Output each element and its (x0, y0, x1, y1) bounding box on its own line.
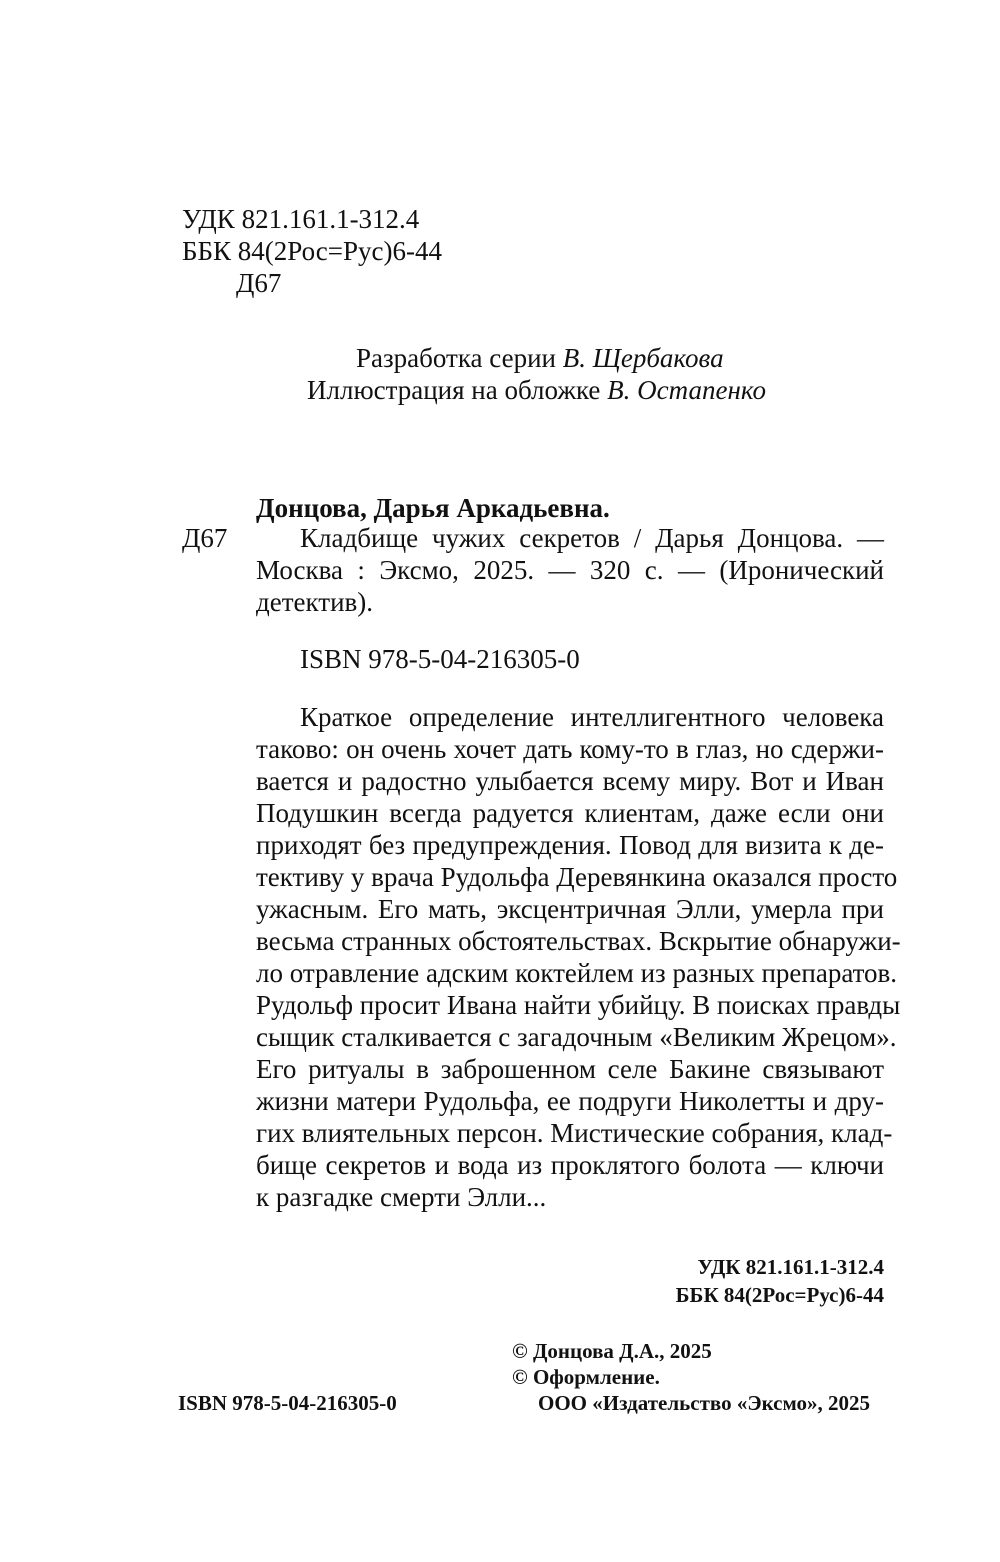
biblio-author-mark: Д67 (182, 523, 228, 553)
biblio-line: Кладбище чужих секретов / Дарья Донцова. — (300, 523, 884, 553)
annotation-line: Рудольф просит Ивана найти убийцу. В поисках правды (256, 990, 901, 1020)
copyright-author: © Донцова Д.А., 2025 (512, 1339, 712, 1363)
annotation-line: ужасным. Его мать, эксцентричная Элли, умерла при (256, 894, 884, 924)
bbk-code: ББК 84(2Рос=Рус)6-44 (182, 236, 442, 266)
cover-credit (307, 374, 766, 406)
cover-credit-prefix: Иллюстрация на обложке (307, 375, 608, 405)
author-heading: Донцова, Дарья Аркадьевна. (256, 493, 610, 523)
copyright-design: © Оформление. (512, 1365, 660, 1389)
annotation-line: тективу у врача Рудольфа Деревянкина оказался просто (256, 862, 898, 892)
udk-code-bottom: УДК 821.161.1-312.4 (697, 1255, 884, 1279)
biblio-isbn: ISBN 978-5-04-216305-0 (300, 644, 580, 674)
series-credit-prefix: Разработка серии (356, 343, 563, 373)
annotation-line: к разгадке смерти Элли... (256, 1182, 547, 1212)
annotation-line: Его ритуалы в заброшенном селе Бакине связывают (256, 1054, 884, 1084)
annotation-line: сыщик сталкивается с загадочным «Великим Жрецом». (256, 1022, 897, 1052)
annotation-line: приходят без предупреждения. Повод для визита к де- (256, 830, 884, 860)
biblio-line: Москва : Эксмо, 2025. — 320 с. — (Иронический (256, 555, 884, 585)
udk-code: УДК 821.161.1-312.4 (182, 204, 420, 234)
annotation-line: весьма странных обстоятельствах. Вскрытие обнаружи- (256, 926, 901, 956)
annotation-line: вается и радостно улыбается всему миру. Вот и Иван (256, 766, 884, 796)
annotation-line: Подушкин всегда радуется клиентам, даже если они (256, 798, 884, 828)
annotation-line: гих влиятельных персон. Мистические собрания, клад- (256, 1118, 893, 1148)
annotation-line: жизни матери Рудольфа, ее подруги Николетты и дру- (256, 1086, 884, 1116)
series-credit-name: В. Щербакова (562, 343, 724, 373)
annotation-line: бище секретов и вода из проклятого болота — ключи (256, 1150, 884, 1180)
annotation-line: Краткое определение интеллигентного человека (300, 702, 884, 732)
author-mark: Д67 (236, 268, 282, 298)
copyright-isbn: ISBN 978-5-04-216305-0 (178, 1391, 397, 1415)
bbk-code-bottom: ББК 84(2Рос=Рус)6-44 (675, 1283, 884, 1307)
annotation-line: таково: он очень хочет дать кому-то в глаз, но сдержи- (256, 734, 884, 764)
series-credit (356, 342, 724, 374)
biblio-line: детектив). (256, 587, 374, 617)
cover-credit-name: В. Остапенко (607, 375, 766, 405)
annotation-line: ло отравление адским коктейлем из разных препаратов. (256, 958, 898, 988)
copyright-publisher: ООО «Издательство «Эксмо», 2025 (538, 1391, 871, 1415)
